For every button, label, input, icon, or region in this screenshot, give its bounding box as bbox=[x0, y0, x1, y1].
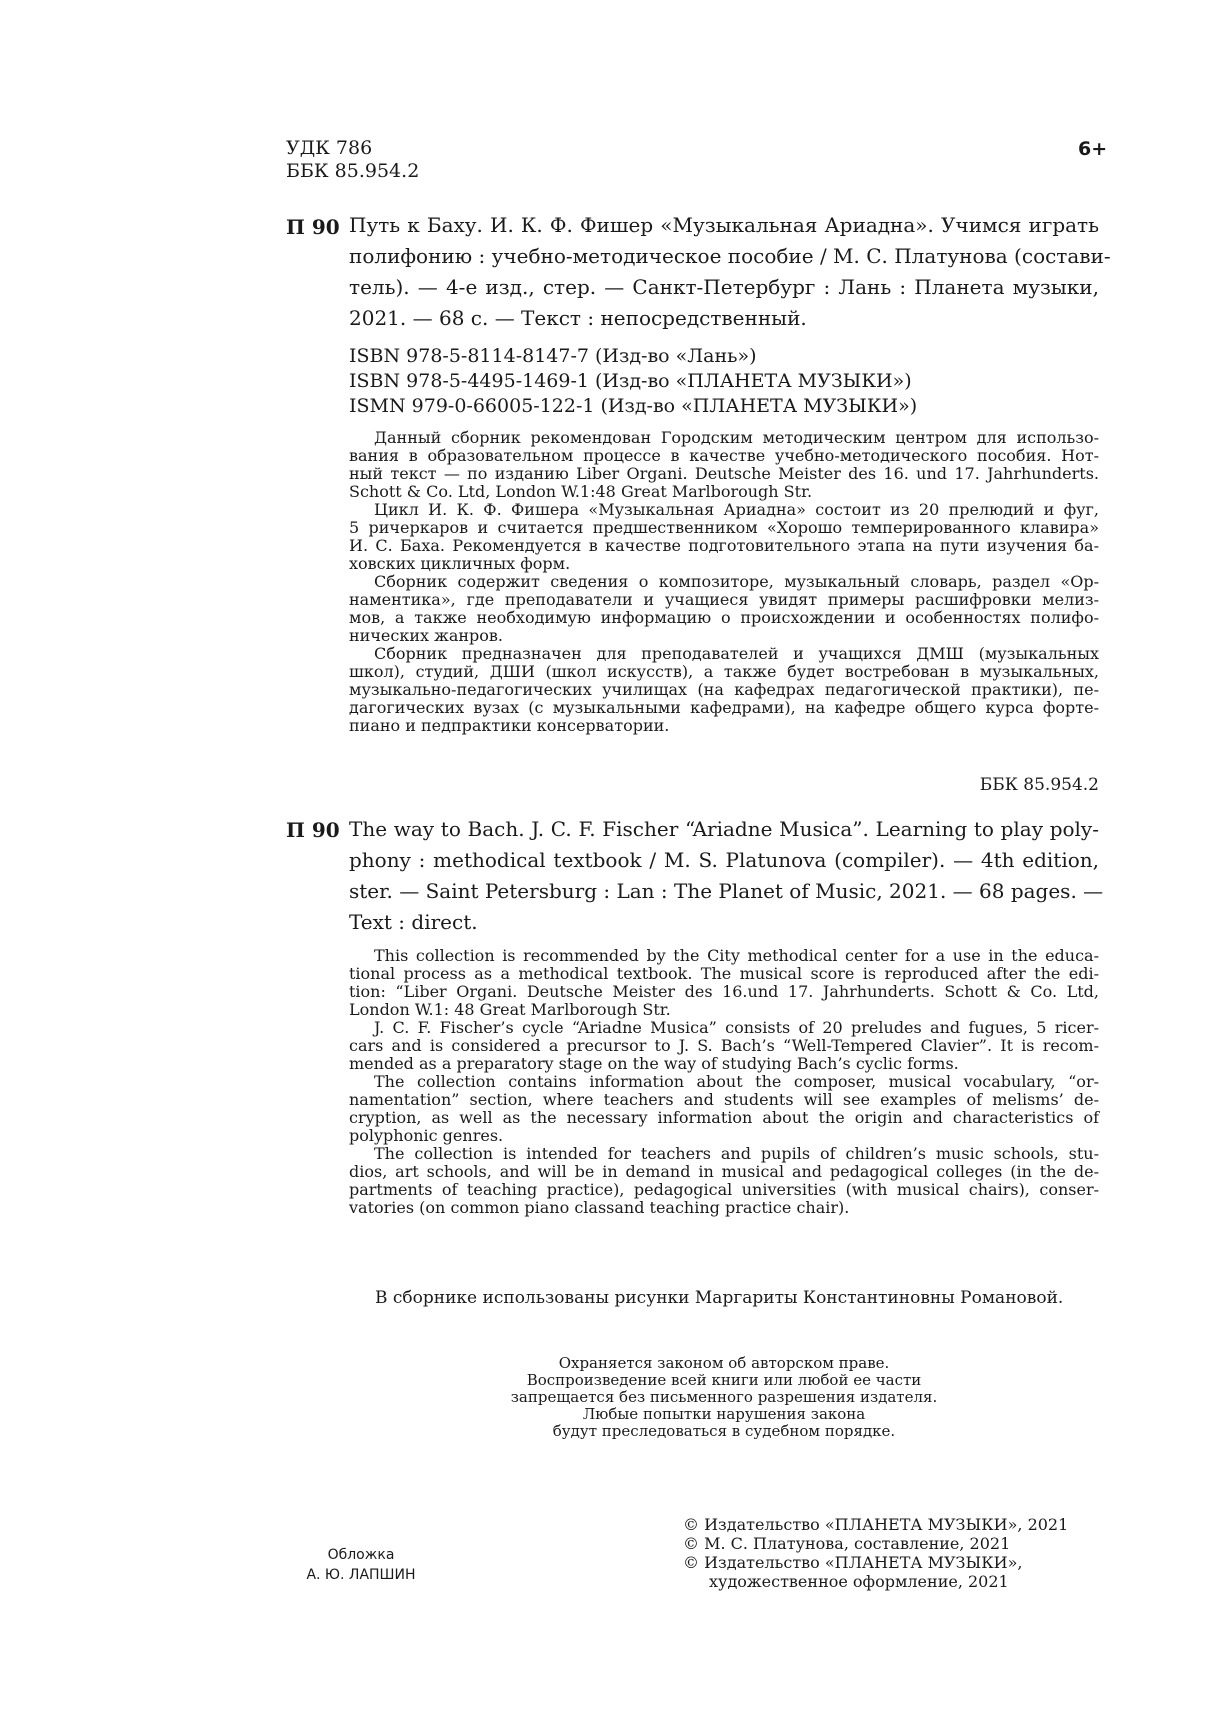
annotation-line: London W.1: 48 Great Marlborough Str. bbox=[349, 1000, 671, 1019]
annotation-paragraph bbox=[349, 947, 1099, 1019]
annotation-paragraph bbox=[349, 1019, 1099, 1073]
annotation-line: ховских цикличных форм. bbox=[349, 554, 571, 573]
annotation-line: cryption, as well as the necessary information about the origin and characteristics of bbox=[349, 1108, 1099, 1127]
annotation-line: вания в образовательном процессе в качестве учебно-методического пособия. Нот- bbox=[349, 446, 1099, 465]
annotation-line: наментика», где преподаватели и учащиеся увидят примеры расшифровки мелиз- bbox=[349, 590, 1099, 609]
description-line: ster. — Saint Petersburg : Lan : The Planet of Music, 2021. — 68 pages. — bbox=[349, 879, 1104, 903]
annotation-line: tion: “Liber Organi. Deutsche Meister des 16.und 17. Jahrhunderts. Schott & Co. Ltd, bbox=[349, 982, 1099, 1001]
annotation-line: cars and is considered a precursor to J. S. Bach’s “Well-Tempered Clavier”. It is recom- bbox=[349, 1036, 1099, 1055]
cover-designer: А. Ю. ЛАПШИН bbox=[306, 1567, 416, 1583]
bibliographic-description-ru bbox=[349, 210, 1111, 334]
annotation-paragraph bbox=[349, 501, 1099, 573]
annotation-line: ный текст — по изданию Liber Organi. Deutsche Meister des 16. und 17. Jahrhunderts. bbox=[349, 464, 1099, 483]
age-rating: 6+ bbox=[1078, 138, 1108, 160]
annotation-line: нических жанров. bbox=[349, 626, 503, 645]
bibliographic-description-en bbox=[349, 814, 1104, 938]
copyright-line: © Издательство «ПЛАНЕТА МУЗЫКИ», bbox=[683, 1553, 1023, 1572]
annotation-line: мов, а также необходимую информацию о происхождении и особенностях полифо- bbox=[349, 608, 1099, 627]
annotation-ru bbox=[349, 429, 1099, 735]
annotation-line: Schott & Co. Ltd, London W.1:48 Great Marlborough Str. bbox=[349, 482, 813, 501]
copyright-block bbox=[683, 1515, 1068, 1591]
annotation-line: 5 ричеркаров и считается предшественником «Хорошо темперированного клавира» bbox=[349, 518, 1099, 537]
annotation-line: vatories (on common piano classand teaching practice chair). bbox=[349, 1198, 850, 1217]
isbn-line: ISBN 978-5-8114-8147-7 (Изд-во «Лань») bbox=[349, 345, 757, 367]
annotation-line: музыкально-педагогических училищах (на кафедрах педагогической практики), пе- bbox=[349, 680, 1099, 699]
copyright-line: © М. С. Платунова, составление, 2021 bbox=[683, 1534, 1011, 1553]
annotation-paragraph bbox=[349, 1145, 1099, 1217]
description-line: полифонию : учебно-методическое пособие / М. С. Платунова (состави- bbox=[349, 244, 1111, 268]
annotation-line: Сборник содержит сведения о композиторе, музыкальный словарь, раздел «Ор- bbox=[374, 572, 1099, 591]
description-line: phony : methodical textbook / M. S. Platunova (compiler). — 4th edition, bbox=[349, 848, 1099, 872]
annotation-line: mended as a preparatory stage on the way of studying Bach’s cyclic forms. bbox=[349, 1054, 959, 1073]
description-line: Text : direct. bbox=[349, 910, 478, 934]
notice-line: будут преследоваться в судебном порядке. bbox=[552, 1422, 896, 1440]
author-sign-en: П 90 bbox=[286, 818, 340, 842]
annotation-line: tional process as a methodical textbook. The musical score is reproduced after the edi- bbox=[349, 964, 1099, 983]
annotation-line: partments of teaching practice), pedagogical universities (with musical chairs), conser- bbox=[349, 1180, 1099, 1199]
annotation-line: дагогических вузах (с музыкальными кафедрами), на кафедре общего курса форте- bbox=[349, 698, 1099, 717]
illustrations-note: В сборнике использованы рисунки Маргариты Константиновны Романовой. bbox=[375, 1288, 1064, 1308]
notice-line: Любые попытки нарушения закона bbox=[582, 1405, 866, 1423]
annotation-line: пиано и педпрактики консерватории. bbox=[349, 716, 670, 735]
isbn-list bbox=[349, 344, 917, 419]
annotation-line: Данный сборник рекомендован Городским методическим центром для использо- bbox=[374, 428, 1099, 447]
description-line: 2021. — 68 с. — Текст : непосредственный. bbox=[349, 306, 807, 330]
annotation-paragraph bbox=[349, 429, 1099, 501]
copyright-line: © Издательство «ПЛАНЕТА МУЗЫКИ», 2021 bbox=[683, 1515, 1069, 1534]
notice-line: Охраняется законом об авторском праве. bbox=[558, 1354, 890, 1372]
annotation-line: И. С. Баха. Рекомендуется в качестве подготовительного этапа на пути изучения ба- bbox=[349, 536, 1099, 555]
annotation-line: The collection is intended for teachers and pupils of children’s music schools, stu- bbox=[374, 1144, 1099, 1163]
annotation-line: The collection contains information about the composer, musical vocabulary, “or- bbox=[374, 1072, 1099, 1091]
annotation-line: Сборник предназначен для преподавателей и учащихся ДМШ (музыкальных bbox=[374, 644, 1099, 663]
bbk-code-repeat: ББК 85.954.2 bbox=[979, 775, 1099, 795]
annotation-line: This collection is recommended by the City methodical center for a use in the educa- bbox=[374, 946, 1099, 965]
annotation-line: dios, art schools, and will be in demand in musical and pedagogical colleges (in the de- bbox=[349, 1162, 1099, 1181]
cover-label: Обложка bbox=[327, 1547, 395, 1563]
annotation-en bbox=[349, 947, 1099, 1217]
cover-credit bbox=[296, 1545, 426, 1585]
copyright-line: художественное оформление, 2021 bbox=[709, 1572, 1009, 1591]
annotation-line: namentation” section, where teachers and students will see examples of melisms’ de- bbox=[349, 1090, 1099, 1109]
description-line: The way to Bach. J. C. F. Fischer “Ariadne Musica”. Learning to play poly- bbox=[349, 817, 1099, 841]
annotation-paragraph bbox=[349, 573, 1099, 645]
bbk-code: ББК 85.954.2 bbox=[286, 160, 420, 182]
annotation-paragraph bbox=[349, 1073, 1099, 1145]
annotation-paragraph bbox=[349, 645, 1099, 735]
annotation-line: J. C. F. Fischer’s cycle “Ariadne Musica” consists of 20 preludes and fugues, 5 ricer- bbox=[374, 1018, 1099, 1037]
notice-line: запрещается без письменного разрешения издателя. bbox=[510, 1388, 938, 1406]
notice-line: Воспроизведение всей книги или любой ее части bbox=[526, 1371, 922, 1389]
ismn-line: ISMN 979-0-66005-122-1 (Изд-во «ПЛАНЕТА МУЗЫКИ») bbox=[349, 395, 918, 417]
classification-block bbox=[286, 137, 419, 183]
description-line: тель). — 4-е изд., стер. — Санкт-Петербург : Лань : Планета музыки, bbox=[349, 275, 1099, 299]
annotation-line: школ), студий, ДШИ (школ искусств), а также будет востребован в музыкальных, bbox=[349, 662, 1099, 681]
annotation-line: polyphonic genres. bbox=[349, 1126, 504, 1145]
copyright-law-notice bbox=[349, 1355, 1099, 1440]
author-sign-ru: П 90 bbox=[286, 215, 340, 239]
udk-code: УДК 786 bbox=[286, 137, 373, 159]
isbn-line: ISBN 978-5-4495-1469-1 (Изд-во «ПЛАНЕТА МУЗЫКИ») bbox=[349, 370, 912, 392]
description-line: Путь к Баху. И. К. Ф. Фишер «Музыкальная Ариадна». Учимся играть bbox=[349, 213, 1099, 237]
annotation-line: Цикл И. К. Ф. Фишера «Музыкальная Ариадна» состоит из 20 прелюдий и фуг, bbox=[374, 500, 1099, 519]
